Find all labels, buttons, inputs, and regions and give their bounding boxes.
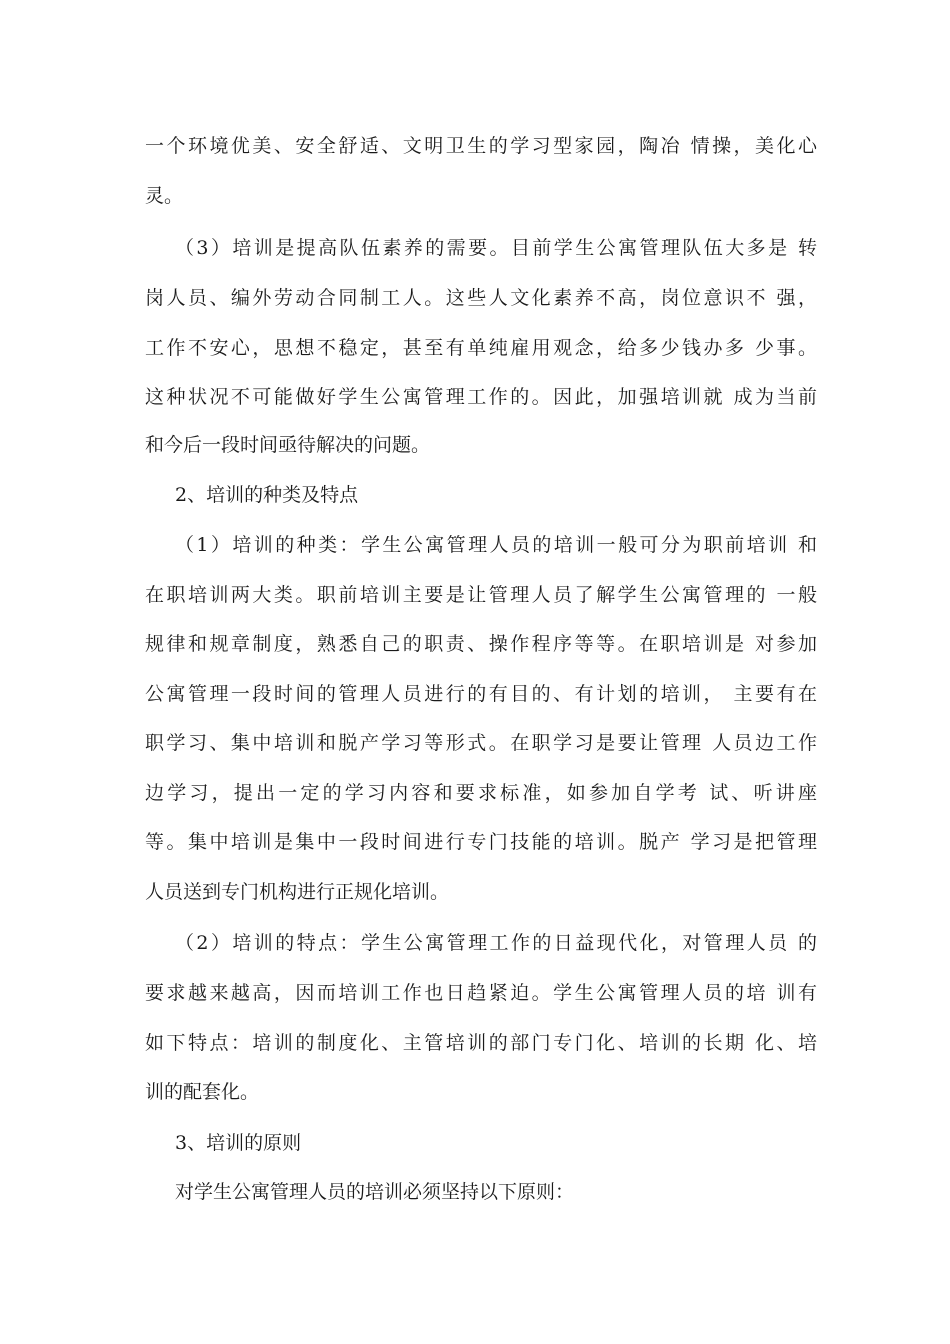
paragraph-line: 公寓管理一段时间的管理人员进行的有目的、有计划的培训， 主要有在 [145, 683, 817, 705]
paragraph-line: （2）培训的特点：学生公寓管理工作的日益现代化，对管理人员 的 [175, 932, 817, 954]
paragraph-line: 对学生公寓管理人员的培训必须坚持以下原则： [175, 1181, 575, 1203]
paragraph-line: 要求越来越高，因而培训工作也日趋紧迫。学生公寓管理人员的培 训有 [145, 982, 817, 1004]
paragraph-line: 规律和规章制度，熟悉自己的职责、操作程序等等。在职培训是 对参加 [145, 633, 817, 655]
paragraph-line: 等。集中培训是集中一段时间进行专门技能的培训。脱产 学习是把管理 [145, 831, 817, 853]
paragraph-line: 这种状况不可能做好学生公寓管理工作的。因此，加强培训就 成为当前 [145, 386, 817, 408]
paragraph-line: 在职培训两大类。职前培训主要是让管理人员了解学生公寓管理的 一般 [145, 584, 817, 606]
paragraph-line: 边学习，提出一定的学习内容和要求标准，如参加自学考 试、听讲座 [145, 782, 817, 804]
paragraph-line: （3）培训是提高队伍素养的需要。目前学生公寓管理队伍大多是 转 [175, 237, 817, 259]
paragraph-line: 人员送到专门机构进行正规化培训。 [145, 881, 450, 903]
paragraph-line: 如下特点：培训的制度化、主管培训的部门专门化、培训的长期 化、培 [145, 1032, 817, 1054]
paragraph-line: 和今后一段时间亟待解决的问题。 [145, 434, 431, 456]
paragraph-line: 工作不安心，思想不稳定，甚至有单纯雇用观念，给多少钱办多 少事。 [145, 337, 817, 359]
section-heading: 2、培训的种类及特点 [175, 484, 359, 506]
paragraph-line: （1）培训的种类：学生公寓管理人员的培训一般可分为职前培训 和 [175, 534, 817, 556]
paragraph-line: 职学习、集中培训和脱产学习等形式。在职学习是要让管理 人员边工作 [145, 732, 817, 754]
paragraph-line: 训的配套化。 [145, 1081, 260, 1103]
paragraph-line: 灵。 [145, 185, 184, 207]
paragraph-line: 岗人员、编外劳动合同制工人。这些人文化素养不高，岗位意识不 强， [145, 287, 817, 309]
paragraph-line: 一个环境优美、安全舒适、文明卫生的学习型家园，陶冶 情操，美化心 [145, 135, 817, 157]
section-heading: 3、培训的原则 [175, 1132, 302, 1154]
